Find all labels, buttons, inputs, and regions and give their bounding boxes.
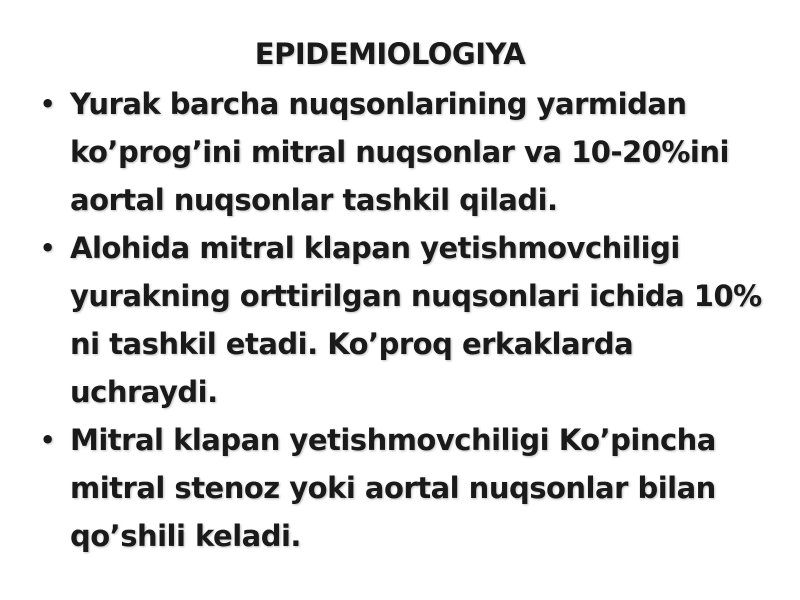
bullet-dot-icon: • (40, 90, 55, 118)
bullet-dot-icon: • (40, 234, 55, 262)
bullet-item (36, 416, 766, 560)
bullet-text: Mitral klapan yetishmovchiligi Ko’pincha mitral stenoz yoki aortal nuqsonlar bilan qo’shili keladi. (70, 423, 716, 553)
bullet-dot-icon: • (40, 426, 55, 454)
bullet-item (36, 80, 766, 224)
bullet-text: Yurak barcha nuqsonlarining yarmidan ko’prog’ini mitral nuqsonlar va 10-20%ini aortal nuqsonlar tashkil qiladi. (70, 87, 729, 217)
bullet-text: Alohida mitral klapan yetishmovchiligi yurakning orttirilgan nuqsonlari ichida 10% ni tashkil etadi. Ko’proq erkaklarda uchraydi. (70, 231, 762, 409)
slide-title: EPIDEMIOLOGIYA (254, 37, 526, 71)
bullet-list (36, 80, 766, 560)
bullet-item (36, 224, 766, 416)
